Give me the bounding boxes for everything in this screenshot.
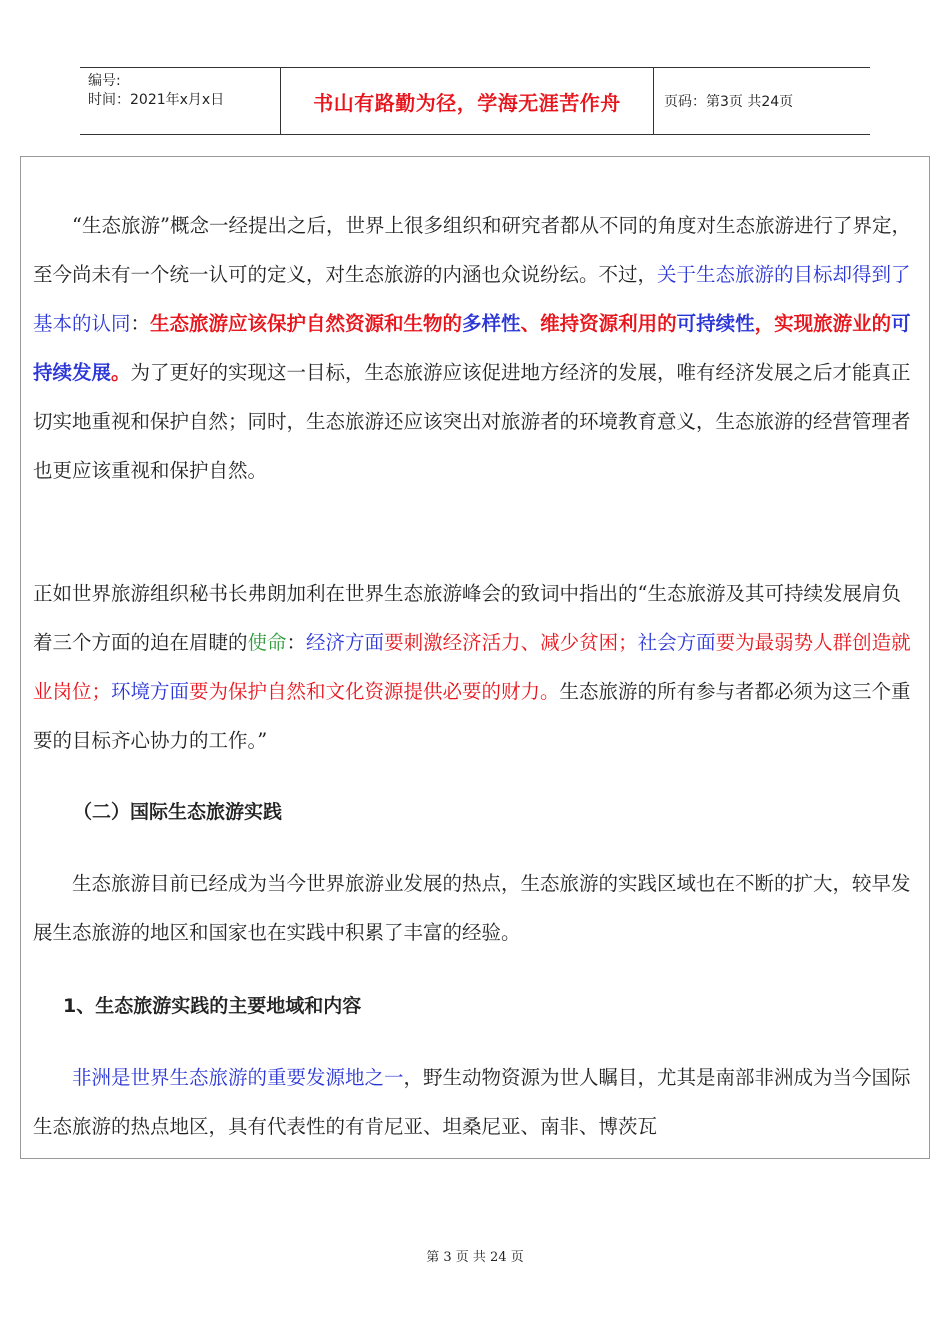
text-run: 多样性 [462, 312, 521, 335]
text-run: 生态旅游的所有参与者都必须为这三个重要的目标齐心协力的工作。” [33, 680, 911, 752]
text-run: 、维持资源利用的 [520, 312, 677, 335]
text-run: 非洲是世界生态旅游的重要发源地之一 [72, 1066, 404, 1089]
subsection-heading: 1、生态旅游实践的主要地域和内容 [63, 995, 362, 1017]
text-run: 使命 [247, 631, 287, 654]
text-run: ，野生动物资源为世人瞩目，尤其是南部非洲成为当今国际生态旅游的热点地区，具有代表性的有肯尼亚、坦桑尼亚、南非、博茨瓦 [33, 1066, 911, 1138]
paragraph-africa [33, 1053, 913, 1151]
section-heading: （二）国际生态旅游实践 [73, 801, 283, 823]
text-run: ： [286, 631, 307, 654]
header-meta [80, 68, 280, 134]
date-label: 时间：2021年x月x日 [88, 92, 225, 108]
page-footer: 第 3 页 共 24 页 [426, 1250, 524, 1265]
code-label: 编号: [88, 73, 121, 89]
text-run: 生态旅游的目标却得到了基本的认同 [33, 263, 911, 335]
text-run: 可持续性 [676, 312, 755, 335]
text-run: 环境方面 [111, 680, 190, 703]
text-run: 可持续发展 [33, 312, 911, 384]
header-page-info: 页码：第3页 共24页 [664, 94, 794, 110]
header-motto: 书山有路勤为径，学海无涯苦作舟 [280, 68, 654, 134]
text-run: ，实现旅游业的 [754, 312, 892, 335]
text-run: 生态旅游应该保护自然资源和生物的 [150, 312, 463, 335]
text-run: 正如世界旅游组织秘书长弗朗加利在世界生态旅游峰会的致词中指出的“生态旅游及其可持续发展肩负着三个方面的迫在眉睫的 [33, 582, 901, 654]
header-table [80, 67, 870, 135]
text-run: 经济方面 [306, 631, 385, 654]
text-run: ： [130, 312, 151, 335]
paragraph-mission [33, 569, 913, 765]
text-run: 要为保护自然和文化资源提供必要的财力。 [189, 680, 560, 703]
paragraph-practice: 生态旅游目前已经成为当今世界旅游业发展的热点，生态旅游的实践区域也在不断的扩大，较早发展生态旅游的地区和国家也在实践中积累了丰富的经验。 [33, 872, 911, 944]
text-run: 要为最弱势人群创造就业岗位； [33, 631, 911, 703]
paragraph-definition [33, 201, 913, 495]
text-run: 。 [111, 361, 131, 384]
text-run: 要刺激经济活力、减少贫困； [384, 631, 638, 654]
text-run: 社会方面 [637, 631, 716, 654]
text-run: 为了更好的实现这一目标，生态旅游应该促进地方经济的发展，唯有经济发展之后才能真正切实地重视和保护自然；同时，生态旅游还应该突出对旅游者的环境教育意义，生态旅游的经营管理者也更应该重视和保护自然。 [33, 361, 911, 482]
content-box [20, 156, 930, 1159]
text-run: “生态旅游”概念一经提出之后，世界上很多组织和研究者都从不同的角度对生态旅游进行了界定，至今尚未有一个统一认可的定义，对生态旅游的内涵也众说纷纭。不过， [33, 214, 911, 286]
text-run: 关于 [657, 263, 697, 286]
